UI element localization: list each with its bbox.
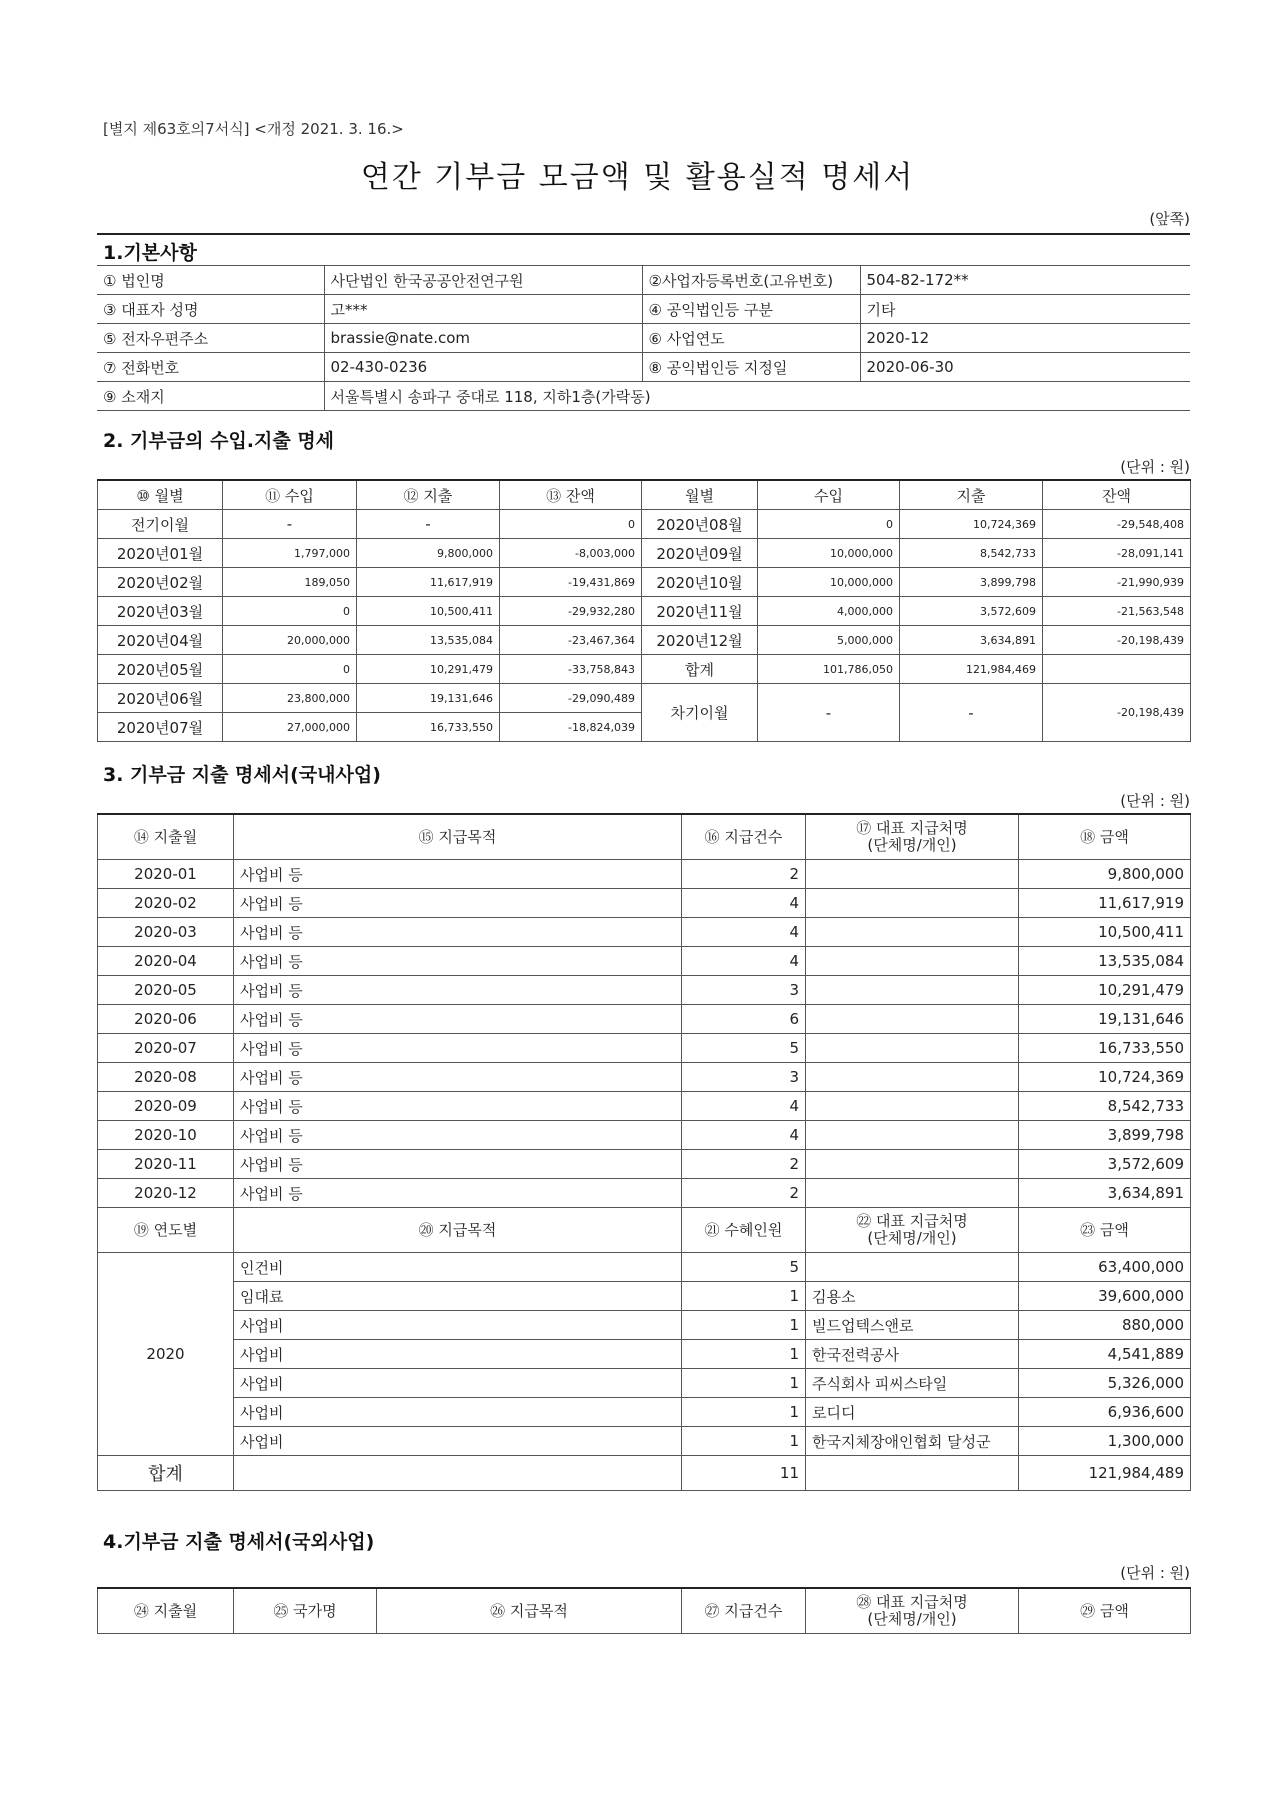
cell-payee — [806, 889, 1019, 918]
table-row — [98, 918, 1191, 947]
col-payee-2-line2: (단체명/개인) — [867, 1229, 957, 1247]
cell-month: 2020-08 — [98, 1063, 234, 1092]
table-row — [98, 860, 1191, 889]
rep-name-label: ③ 대표자 성명 — [97, 295, 324, 324]
col-payee — [806, 814, 1019, 860]
cell-total-label: 합계 — [98, 1456, 234, 1491]
cell-count: 5 — [682, 1034, 806, 1063]
col-amount: ⑱ 금액 — [1019, 814, 1191, 860]
cell-income: 10,000,000 — [758, 539, 900, 568]
cell-payee — [806, 1179, 1019, 1208]
cell-expense: 19,131,646 — [357, 684, 500, 713]
overseas-unit: (단위 : 원) — [1120, 1564, 1190, 1582]
cell-total-purpose — [234, 1456, 682, 1491]
table-row — [98, 539, 1191, 568]
side-note: (앞쪽) — [1149, 210, 1190, 228]
section-income-title: 2. 기부금의 수입.지출 명세 — [103, 430, 335, 452]
table-row — [97, 382, 1190, 411]
col-income: ⑪ 수입 — [223, 480, 357, 510]
table-row — [98, 1092, 1191, 1121]
col-payee-2 — [806, 1208, 1019, 1253]
cell-count: 2 — [682, 1150, 806, 1179]
email-label: ⑤ 전자우편주소 — [97, 324, 324, 353]
cell-purpose: 사업비 — [234, 1398, 682, 1427]
cell-balance: -33,758,843 — [500, 655, 642, 684]
cell-balance: -21,563,548 — [1043, 597, 1191, 626]
table-row — [98, 568, 1191, 597]
cell-amount: 39,600,000 — [1019, 1282, 1191, 1311]
rep-name-value: 고*** — [324, 295, 642, 324]
cell-payee: 주식회사 피씨스타일 — [806, 1369, 1019, 1398]
fiscal-year-label: ⑥ 사업연도 — [642, 324, 860, 353]
cell-month: 2020-04 — [98, 947, 234, 976]
col-purpose-2: ⑳ 지급목적 — [234, 1208, 682, 1253]
table-row — [98, 1063, 1191, 1092]
cell-payee — [806, 860, 1019, 889]
cell-amount: 6,936,600 — [1019, 1398, 1191, 1427]
cell-month: 2020-12 — [98, 1179, 234, 1208]
cell-payee — [806, 1121, 1019, 1150]
cell-payee — [806, 1034, 1019, 1063]
table-row — [98, 597, 1191, 626]
table-row — [98, 1282, 1191, 1311]
cell-month: 2020년01월 — [98, 539, 223, 568]
cell-income: 0 — [223, 597, 357, 626]
cell-payee — [806, 1005, 1019, 1034]
cell-payee — [806, 918, 1019, 947]
col-expense: ⑫ 지출 — [357, 480, 500, 510]
domestic-expense-table — [97, 813, 1191, 1491]
table-row — [98, 1340, 1191, 1369]
cell-expense: 13,535,084 — [357, 626, 500, 655]
table-row — [98, 1005, 1191, 1034]
cell-purpose: 인건비 — [234, 1253, 682, 1282]
cell-purpose: 사업비 등 — [234, 1005, 682, 1034]
cell-month: 2020-10 — [98, 1121, 234, 1150]
table-row — [98, 889, 1191, 918]
cell-balance: -19,431,869 — [500, 568, 642, 597]
cell-balance: -18,824,039 — [500, 713, 642, 742]
table-row — [98, 1369, 1191, 1398]
cell-expense: 10,724,369 — [900, 510, 1043, 539]
cell-income: 10,000,000 — [758, 568, 900, 597]
cell-purpose: 사업비 — [234, 1369, 682, 1398]
table-header-row — [98, 814, 1191, 860]
cell-month: 2020년09월 — [642, 539, 758, 568]
address-value: 서울특별시 송파구 중대로 118, 지하1층(가락동) — [324, 382, 1190, 411]
table-row — [98, 1427, 1191, 1456]
col-balance-2: 잔액 — [1043, 480, 1191, 510]
cell-purpose: 사업비 등 — [234, 1063, 682, 1092]
col-amount: ㉙ 금액 — [1019, 1588, 1191, 1634]
cell-balance: -29,932,280 — [500, 597, 642, 626]
cell-balance: -29,548,408 — [1043, 510, 1191, 539]
col-expense-month: ⑭ 지출월 — [98, 814, 234, 860]
table-row — [97, 324, 1190, 353]
cell-amount: 1,300,000 — [1019, 1427, 1191, 1456]
page-title: 연간 기부금 모금액 및 활용실적 명세서 — [360, 160, 915, 195]
cell-carry-balance: -20,198,439 — [1043, 684, 1191, 742]
cell-count: 1 — [682, 1427, 806, 1456]
cell-payee: 한국전력공사 — [806, 1340, 1019, 1369]
table-row — [98, 1150, 1191, 1179]
cell-count: 5 — [682, 1253, 806, 1282]
section-basic-rule — [97, 233, 1190, 235]
cell-income: 0 — [223, 655, 357, 684]
cell-expense: 3,634,891 — [900, 626, 1043, 655]
cell-month: 전기이월 — [98, 510, 223, 539]
cell-total-label: 합계 — [642, 655, 758, 684]
cell-payee — [806, 1063, 1019, 1092]
cell-count: 4 — [682, 918, 806, 947]
corp-type-label: ④ 공익법인등 구분 — [642, 295, 860, 324]
cell-month: 2020년11월 — [642, 597, 758, 626]
section-basic-title: 1.기본사항 — [103, 242, 197, 264]
cell-purpose: 사업비 등 — [234, 860, 682, 889]
table-header-row — [98, 1588, 1191, 1634]
cell-purpose: 사업비 — [234, 1427, 682, 1456]
table-row — [98, 1253, 1191, 1282]
cell-month: 2020-05 — [98, 976, 234, 1005]
cell-purpose: 사업비 등 — [234, 1121, 682, 1150]
cell-balance: -29,090,489 — [500, 684, 642, 713]
cell-month: 2020년06월 — [98, 684, 223, 713]
cell-carry-label: 차기이월 — [642, 684, 758, 742]
cell-month: 2020년03월 — [98, 597, 223, 626]
phone-value: 02-430-0236 — [324, 353, 642, 382]
cell-purpose: 사업비 — [234, 1311, 682, 1340]
cell-income: 23,800,000 — [223, 684, 357, 713]
cell-total-income: 101,786,050 — [758, 655, 900, 684]
col-month: ⑩ 월별 — [98, 480, 223, 510]
col-beneficiaries: ㉑ 수혜인원 — [682, 1208, 806, 1253]
cell-count: 3 — [682, 1063, 806, 1092]
col-payee-line2: (단체명/개인) — [867, 836, 957, 854]
cell-count: 6 — [682, 1005, 806, 1034]
cell-year: 2020 — [98, 1253, 234, 1456]
col-purpose: ⑮ 지급목적 — [234, 814, 682, 860]
biz-number-label: ②사업자등록번호(고유번호) — [642, 266, 860, 295]
col-amount-2: ㉓ 금액 — [1019, 1208, 1191, 1253]
cell-total-expense: 121,984,469 — [900, 655, 1043, 684]
table-row — [97, 295, 1190, 324]
col-expense-month: ㉔ 지출월 — [98, 1588, 234, 1634]
cell-purpose: 사업비 등 — [234, 918, 682, 947]
cell-amount: 10,724,369 — [1019, 1063, 1191, 1092]
cell-purpose: 사업비 — [234, 1340, 682, 1369]
table-row — [98, 1398, 1191, 1427]
table-header-row — [98, 1208, 1191, 1253]
phone-label: ⑦ 전화번호 — [97, 353, 324, 382]
cell-purpose: 사업비 등 — [234, 976, 682, 1005]
cell-income: 5,000,000 — [758, 626, 900, 655]
cell-month: 2020년12월 — [642, 626, 758, 655]
cell-income: - — [223, 510, 357, 539]
cell-amount: 3,572,609 — [1019, 1150, 1191, 1179]
fiscal-year-value: 2020-12 — [860, 324, 1190, 353]
col-year: ⑲ 연도별 — [98, 1208, 234, 1253]
cell-month: 2020년08월 — [642, 510, 758, 539]
cell-month: 2020-06 — [98, 1005, 234, 1034]
cell-expense: 11,617,919 — [357, 568, 500, 597]
cell-income: 0 — [758, 510, 900, 539]
cell-amount: 880,000 — [1019, 1311, 1191, 1340]
col-count: ⑯ 지급건수 — [682, 814, 806, 860]
table-row — [97, 353, 1190, 382]
cell-amount: 8,542,733 — [1019, 1092, 1191, 1121]
table-row — [98, 684, 1191, 713]
cell-month: 2020년04월 — [98, 626, 223, 655]
income-unit: (단위 : 원) — [1120, 458, 1190, 476]
cell-total-amount: 121,984,489 — [1019, 1456, 1191, 1491]
table-row — [98, 1311, 1191, 1340]
corp-name-value: 사단법인 한국공공안전연구원 — [324, 266, 642, 295]
cell-count: 1 — [682, 1311, 806, 1340]
domestic-unit: (단위 : 원) — [1120, 792, 1190, 810]
cell-count: 4 — [682, 889, 806, 918]
cell-purpose: 사업비 등 — [234, 1150, 682, 1179]
cell-payee: 한국지체장애인협회 달성군 — [806, 1427, 1019, 1456]
col-expense-2: 지출 — [900, 480, 1043, 510]
basic-info-table — [97, 265, 1190, 411]
cell-amount: 3,634,891 — [1019, 1179, 1191, 1208]
cell-carry-expense: - — [900, 684, 1043, 742]
cell-amount: 11,617,919 — [1019, 889, 1191, 918]
cell-amount: 63,400,000 — [1019, 1253, 1191, 1282]
col-payee-line1: ㉘ 대표 지급처명 — [856, 1593, 968, 1611]
cell-total-balance — [1043, 655, 1191, 684]
table-row — [98, 1121, 1191, 1150]
section-overseas-title: 4.기부금 지출 명세서(국외사업) — [103, 1531, 375, 1553]
cell-balance: 0 — [500, 510, 642, 539]
cell-purpose: 사업비 등 — [234, 947, 682, 976]
cell-month: 2020년10월 — [642, 568, 758, 597]
table-header-row — [98, 480, 1191, 510]
cell-carry-income: - — [758, 684, 900, 742]
col-payee — [806, 1588, 1019, 1634]
cell-count: 1 — [682, 1282, 806, 1311]
cell-amount: 10,291,479 — [1019, 976, 1191, 1005]
table-row — [98, 510, 1191, 539]
form-reference: [별지 제63호의7서식] <개정 2021. 3. 16.> — [103, 120, 404, 138]
cell-total-payee — [806, 1456, 1019, 1491]
cell-purpose: 사업비 등 — [234, 1179, 682, 1208]
cell-month: 2020년02월 — [98, 568, 223, 597]
cell-month: 2020년07월 — [98, 713, 223, 742]
cell-expense: 10,291,479 — [357, 655, 500, 684]
col-income-2: 수입 — [758, 480, 900, 510]
cell-payee — [806, 1150, 1019, 1179]
cell-month: 2020-11 — [98, 1150, 234, 1179]
table-row — [98, 626, 1191, 655]
cell-balance: -20,198,439 — [1043, 626, 1191, 655]
table-row — [98, 1034, 1191, 1063]
cell-count: 2 — [682, 1179, 806, 1208]
cell-amount: 10,500,411 — [1019, 918, 1191, 947]
total-row — [98, 1456, 1191, 1491]
cell-count: 1 — [682, 1340, 806, 1369]
cell-count: 2 — [682, 860, 806, 889]
cell-expense: - — [357, 510, 500, 539]
table-row — [97, 266, 1190, 295]
cell-purpose: 사업비 등 — [234, 1092, 682, 1121]
cell-income: 1,797,000 — [223, 539, 357, 568]
cell-balance: -21,990,939 — [1043, 568, 1191, 597]
designation-date-label: ⑧ 공익법인등 지정일 — [642, 353, 860, 382]
designation-date-value: 2020-06-30 — [860, 353, 1190, 382]
cell-payee — [806, 947, 1019, 976]
cell-payee — [806, 1092, 1019, 1121]
cell-count: 4 — [682, 947, 806, 976]
cell-income: 189,050 — [223, 568, 357, 597]
email-value: brassie@nate.com — [324, 324, 642, 353]
col-payee-line1: ⑰ 대표 지급처명 — [856, 819, 968, 837]
col-month-2: 월별 — [642, 480, 758, 510]
cell-month: 2020-02 — [98, 889, 234, 918]
section-domestic-title: 3. 기부금 지출 명세서(국내사업) — [103, 764, 381, 786]
cell-month: 2020-03 — [98, 918, 234, 947]
table-row — [98, 655, 1191, 684]
cell-amount: 3,899,798 — [1019, 1121, 1191, 1150]
cell-purpose: 사업비 등 — [234, 889, 682, 918]
cell-month: 2020-09 — [98, 1092, 234, 1121]
col-balance: ⑬ 잔액 — [500, 480, 642, 510]
cell-month: 2020년05월 — [98, 655, 223, 684]
cell-amount: 19,131,646 — [1019, 1005, 1191, 1034]
cell-expense: 16,733,550 — [357, 713, 500, 742]
col-payee-line2: (단체명/개인) — [867, 1610, 957, 1628]
biz-number-value: 504-82-172** — [860, 266, 1190, 295]
cell-balance: -23,467,364 — [500, 626, 642, 655]
corp-type-value: 기타 — [860, 295, 1190, 324]
col-country: ㉕ 국가명 — [234, 1588, 377, 1634]
col-count: ㉗ 지급건수 — [682, 1588, 806, 1634]
cell-count: 3 — [682, 976, 806, 1005]
cell-payee: 김용소 — [806, 1282, 1019, 1311]
cell-expense: 3,572,609 — [900, 597, 1043, 626]
cell-income: 20,000,000 — [223, 626, 357, 655]
cell-count: 4 — [682, 1092, 806, 1121]
cell-payee — [806, 1253, 1019, 1282]
cell-count: 1 — [682, 1369, 806, 1398]
cell-expense: 10,500,411 — [357, 597, 500, 626]
address-label: ⑨ 소재지 — [97, 382, 324, 411]
cell-month: 2020-01 — [98, 860, 234, 889]
corp-name-label: ① 법인명 — [97, 266, 324, 295]
cell-total-count: 11 — [682, 1456, 806, 1491]
cell-month: 2020-07 — [98, 1034, 234, 1063]
cell-expense: 8,542,733 — [900, 539, 1043, 568]
cell-purpose: 임대료 — [234, 1282, 682, 1311]
cell-count: 4 — [682, 1121, 806, 1150]
cell-payee: 빌드업텍스앤로 — [806, 1311, 1019, 1340]
cell-balance: -28,091,141 — [1043, 539, 1191, 568]
col-payee-2-line1: ㉒ 대표 지급처명 — [856, 1212, 968, 1230]
income-expense-table — [97, 479, 1191, 742]
cell-expense: 9,800,000 — [357, 539, 500, 568]
cell-balance: -8,003,000 — [500, 539, 642, 568]
cell-payee — [806, 976, 1019, 1005]
cell-count: 1 — [682, 1398, 806, 1427]
cell-expense: 3,899,798 — [900, 568, 1043, 597]
cell-income: 4,000,000 — [758, 597, 900, 626]
table-row — [98, 947, 1191, 976]
col-purpose: ㉖ 지급목적 — [377, 1588, 682, 1634]
cell-amount: 16,733,550 — [1019, 1034, 1191, 1063]
overseas-expense-table — [97, 1587, 1191, 1634]
table-row — [98, 976, 1191, 1005]
table-row — [98, 1179, 1191, 1208]
cell-amount: 4,541,889 — [1019, 1340, 1191, 1369]
cell-amount: 5,326,000 — [1019, 1369, 1191, 1398]
cell-amount: 13,535,084 — [1019, 947, 1191, 976]
cell-income: 27,000,000 — [223, 713, 357, 742]
cell-amount: 9,800,000 — [1019, 860, 1191, 889]
cell-purpose: 사업비 등 — [234, 1034, 682, 1063]
cell-payee: 로디디 — [806, 1398, 1019, 1427]
